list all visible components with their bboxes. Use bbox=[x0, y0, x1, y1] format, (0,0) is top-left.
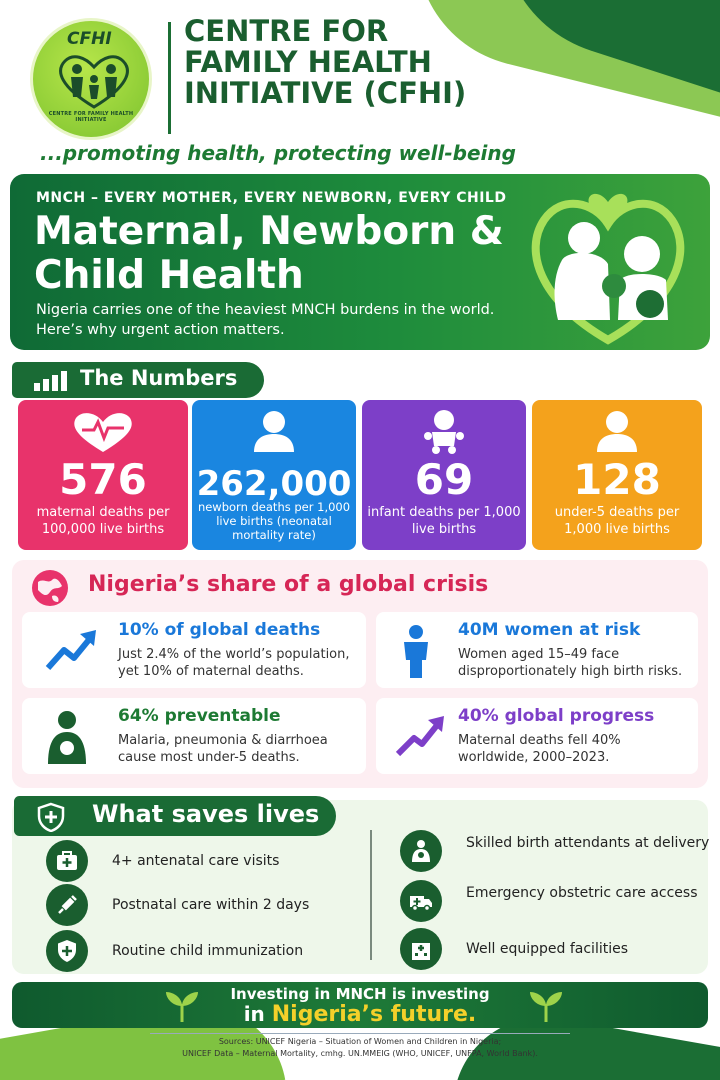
numbers-heading: The Numbers bbox=[80, 366, 238, 390]
heart-pulse-icon bbox=[18, 408, 188, 454]
stat-newborn-deaths bbox=[192, 400, 356, 550]
stat-value: 576 bbox=[59, 455, 147, 504]
globe-icon bbox=[30, 568, 70, 608]
card-title: 64% preventable bbox=[118, 706, 281, 726]
saves-item-label: Well equipped facilities bbox=[466, 941, 629, 957]
saves-heading: What saves lives bbox=[92, 800, 320, 828]
trend-up-arrow-icon bbox=[44, 624, 100, 674]
tagline: ...promoting health, protecting well-being bbox=[40, 141, 516, 165]
crisis-card-women-at-risk bbox=[376, 612, 698, 688]
card-title: 10% of global deaths bbox=[118, 620, 321, 640]
saves-item-label: Postnatal care within 2 days bbox=[112, 897, 310, 913]
stat-under5-deaths bbox=[532, 400, 702, 550]
card-desc: Malaria, pneumonia & diarrhoea cause most under-5 deaths. bbox=[118, 733, 328, 765]
investment-banner bbox=[12, 982, 708, 1028]
cfhi-logo bbox=[30, 18, 152, 140]
card-title: 40% global progress bbox=[458, 706, 655, 726]
saves-heading-pill bbox=[14, 796, 336, 836]
ambulance-icon bbox=[409, 889, 433, 913]
baby-icon bbox=[362, 408, 526, 454]
stat-desc: maternal deaths per 100,000 live births bbox=[36, 505, 170, 537]
card-title: 40M women at risk bbox=[458, 620, 641, 640]
sources-divider bbox=[150, 1033, 570, 1034]
card-desc: Maternal deaths fell 40% worldwide, 2000–2023. bbox=[458, 733, 621, 765]
stat-value: 262,000 bbox=[196, 464, 352, 504]
hero-title bbox=[34, 210, 514, 298]
crisis-card-global-progress bbox=[376, 698, 698, 774]
stat-value: 69 bbox=[414, 455, 474, 504]
card-desc: Women aged 15–49 face disproportionately high birth risks. bbox=[458, 647, 683, 679]
progress-arrow-icon bbox=[394, 710, 448, 760]
sources-line2: UNICEF Data – Maternal Mortality, cmhg. UN.MMEIG (WHO, UNICEF, UNFPA, World Bank). bbox=[182, 1049, 538, 1058]
saves-item-label: Skilled birth attendants at delivery bbox=[466, 835, 710, 851]
saves-item-label: 4+ antenatal care visits bbox=[112, 853, 280, 869]
banner-highlight: Nigeria’s future. bbox=[271, 1002, 477, 1027]
hospital-icon bbox=[409, 937, 433, 961]
hero-banner bbox=[10, 174, 710, 350]
stat-desc: newborn deaths per 1,000 live births (neonatal mortality rate) bbox=[197, 500, 351, 542]
sprout-icon bbox=[526, 990, 566, 1022]
header-divider bbox=[168, 22, 171, 134]
mother-baby-icon bbox=[44, 710, 90, 766]
sources-line1: Sources: UNICEF Nigeria – Situation of Women and Children in Nigeria; bbox=[218, 1037, 502, 1046]
saves-divider bbox=[370, 830, 372, 960]
logo-subtext: CENTRE FOR FAMILY HEALTH INITIATIVE bbox=[48, 111, 134, 123]
stat-value: 128 bbox=[573, 455, 661, 504]
person-icon bbox=[192, 408, 356, 454]
org-name: CENTRE FOR FAMILY HEALTH INITIATIVE (CFHI) bbox=[184, 14, 467, 110]
sources bbox=[0, 1036, 720, 1060]
family-heart-icon bbox=[51, 49, 137, 111]
child-icon bbox=[532, 408, 702, 454]
mother-children-heart-icon bbox=[518, 180, 698, 346]
mother-baby-care-icon bbox=[409, 839, 433, 863]
bar-chart-icon bbox=[34, 371, 68, 391]
hero-title-line1: Maternal, Newborn & bbox=[34, 209, 504, 254]
crisis-heading: Nigeria’s share of a global crisis bbox=[88, 572, 489, 597]
saves-item-label: Routine child immunization bbox=[112, 943, 304, 959]
medical-kit-icon bbox=[55, 849, 79, 873]
syringe-icon bbox=[55, 893, 79, 917]
crisis-card-preventable bbox=[22, 698, 366, 774]
crisis-card-global-deaths bbox=[22, 612, 366, 688]
woman-icon bbox=[394, 624, 438, 680]
banner-line1: Investing in MNCH is investing bbox=[230, 985, 490, 1003]
stat-infant-deaths bbox=[362, 400, 526, 550]
shield-plus-icon bbox=[36, 802, 66, 832]
banner-line2-prefix: in bbox=[243, 1002, 272, 1026]
global-crisis-section bbox=[12, 560, 708, 788]
hero-title-line2: Child Health bbox=[34, 253, 304, 298]
saves-item-label: Emergency obstetric care access bbox=[466, 885, 698, 901]
stats-row bbox=[18, 400, 702, 550]
banner-line2 bbox=[12, 1002, 708, 1027]
numbers-heading-pill bbox=[12, 362, 264, 398]
hero-kicker: MNCH – EVERY MOTHER, EVERY NEWBORN, EVERY CHILD bbox=[36, 190, 507, 206]
card-desc: Just 2.4% of the world’s population, yet 10% of maternal deaths. bbox=[118, 647, 350, 679]
stat-desc: under-5 deaths per 1,000 live births bbox=[554, 505, 680, 537]
stat-maternal-deaths bbox=[18, 400, 188, 550]
hero-subtitle: Nigeria carries one of the heaviest MNCH burdens in the world. Here’s why urgent action matters. bbox=[36, 302, 495, 338]
shield-cross-icon bbox=[55, 939, 79, 963]
logo-text: CFHI bbox=[67, 29, 112, 49]
stat-desc: infant deaths per 1,000 live births bbox=[367, 505, 521, 537]
